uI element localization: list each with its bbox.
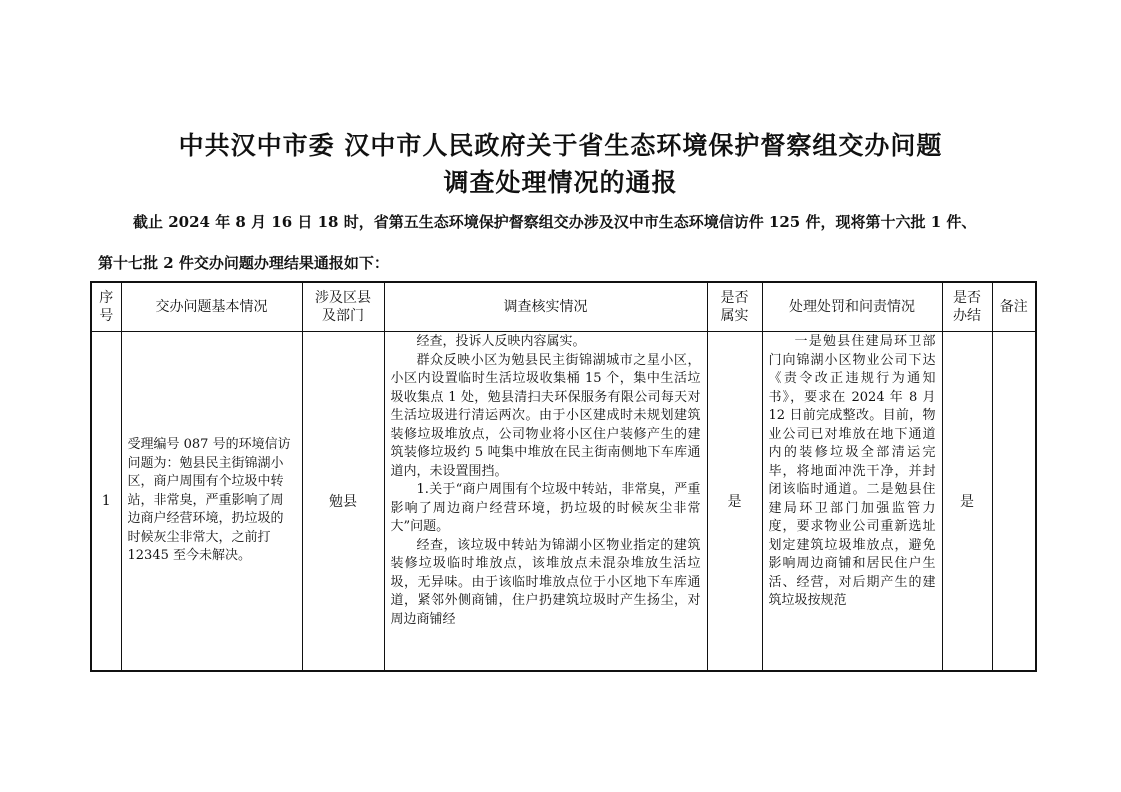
header-verified: 是否 属实 (707, 282, 762, 332)
document-title-line2: 调查处理情况的通报 (443, 168, 678, 197)
header-investigation: 调查核实情况 (384, 282, 707, 332)
cell-seq: 1 (91, 332, 121, 672)
cell-basic (121, 332, 302, 672)
table-header-row (91, 282, 1036, 332)
intro-line1: 截止 2024 年 8 月 16 日 18 时，省第五生态环境保护督察组交办涉及汉中市生态环境信访件 125 件，现将第十六批 1 件、 (133, 213, 977, 231)
table-row (91, 332, 1036, 672)
cell-handling (762, 332, 942, 672)
investigation-para-3: 1.关于“商户周围有个垃圾中转站，非常臭，严重影响了周边商户经营环境，扔垃圾的时候灰尘非常大”问题。 (390, 482, 701, 534)
cell-verified: 是 (707, 332, 762, 672)
header-seq: 序 号 (91, 282, 121, 332)
cell-investigation (384, 332, 707, 672)
investigation-para-2: 群众反映小区为勉县民主街锦湖城市之星小区，小区内设置临时生活垃圾收集桶 15 个，集中生活垃圾收集点 1 处，勉县清扫夫环保服务有限公司每天对生活垃圾进行清运两次。由于小区建成时未规划建筑装修垃圾堆放点，公司物业将小区住户装修产生的建筑装修垃圾约 5 吨集中堆放在民主街南侧地下车库通道内，未设置围挡。 (390, 352, 701, 479)
intro-line2: 第十七批 2 件交办问题办理结果通报如下： (98, 254, 389, 272)
document-title-line1: 中共汉中市委 汉中市人民政府关于省生态环境保护督察组交办问题 (178, 131, 943, 160)
cell-district: 勉县 (302, 332, 384, 672)
investigation-para-4: 经查，该垃圾中转站为锦湖小区物业指定的建筑装修垃圾临时堆放点，该堆放点未混杂堆放生活垃圾，无异味。由于该临时堆放点位于小区地下车库通道，紧邻外侧商铺，住户扔建筑垃圾时产生扬尘，对周边商铺经 (390, 537, 701, 627)
basic-text: 受理编号 087 号的环境信访问题为：勉县民主街锦湖小区，商户周围有个垃圾中转站，非常臭，严重影响了周边商户经营环境，扔垃圾的时候灰尘非常大，之前打 12345 至今未解决。 (127, 437, 291, 564)
header-district: 涉及区县 及部门 (302, 282, 384, 332)
header-basic: 交办问题基本情况 (121, 282, 302, 332)
cell-concluded: 是 (942, 332, 992, 672)
header-handling: 处理处罚和问责情况 (762, 282, 942, 332)
cell-remarks (992, 332, 1036, 672)
investigation-para-1: 经查，投诉人反映内容属实。 (416, 334, 586, 349)
report-table (90, 281, 1037, 672)
header-remarks: 备注 (992, 282, 1036, 332)
handling-para-1: 一是勉县住建局环卫部门向锦湖小区物业公司下达《责令改正违规行为通知书》，要求在 2024 年 8 月 12 日前完成整改。目前，物业公司已对堆放在地下通道内的装修垃圾全部清运完毕，将地面冲洗干净，并封闭该临时通道。二是勉县住建局环卫部门加强监管力度，要求物业公司重新选址划定建筑垃圾堆放点，避免影响周边商铺和居民住户生活、经营，对后期产生的建筑垃圾按规范 (768, 334, 936, 608)
header-concluded: 是否 办结 (942, 282, 992, 332)
